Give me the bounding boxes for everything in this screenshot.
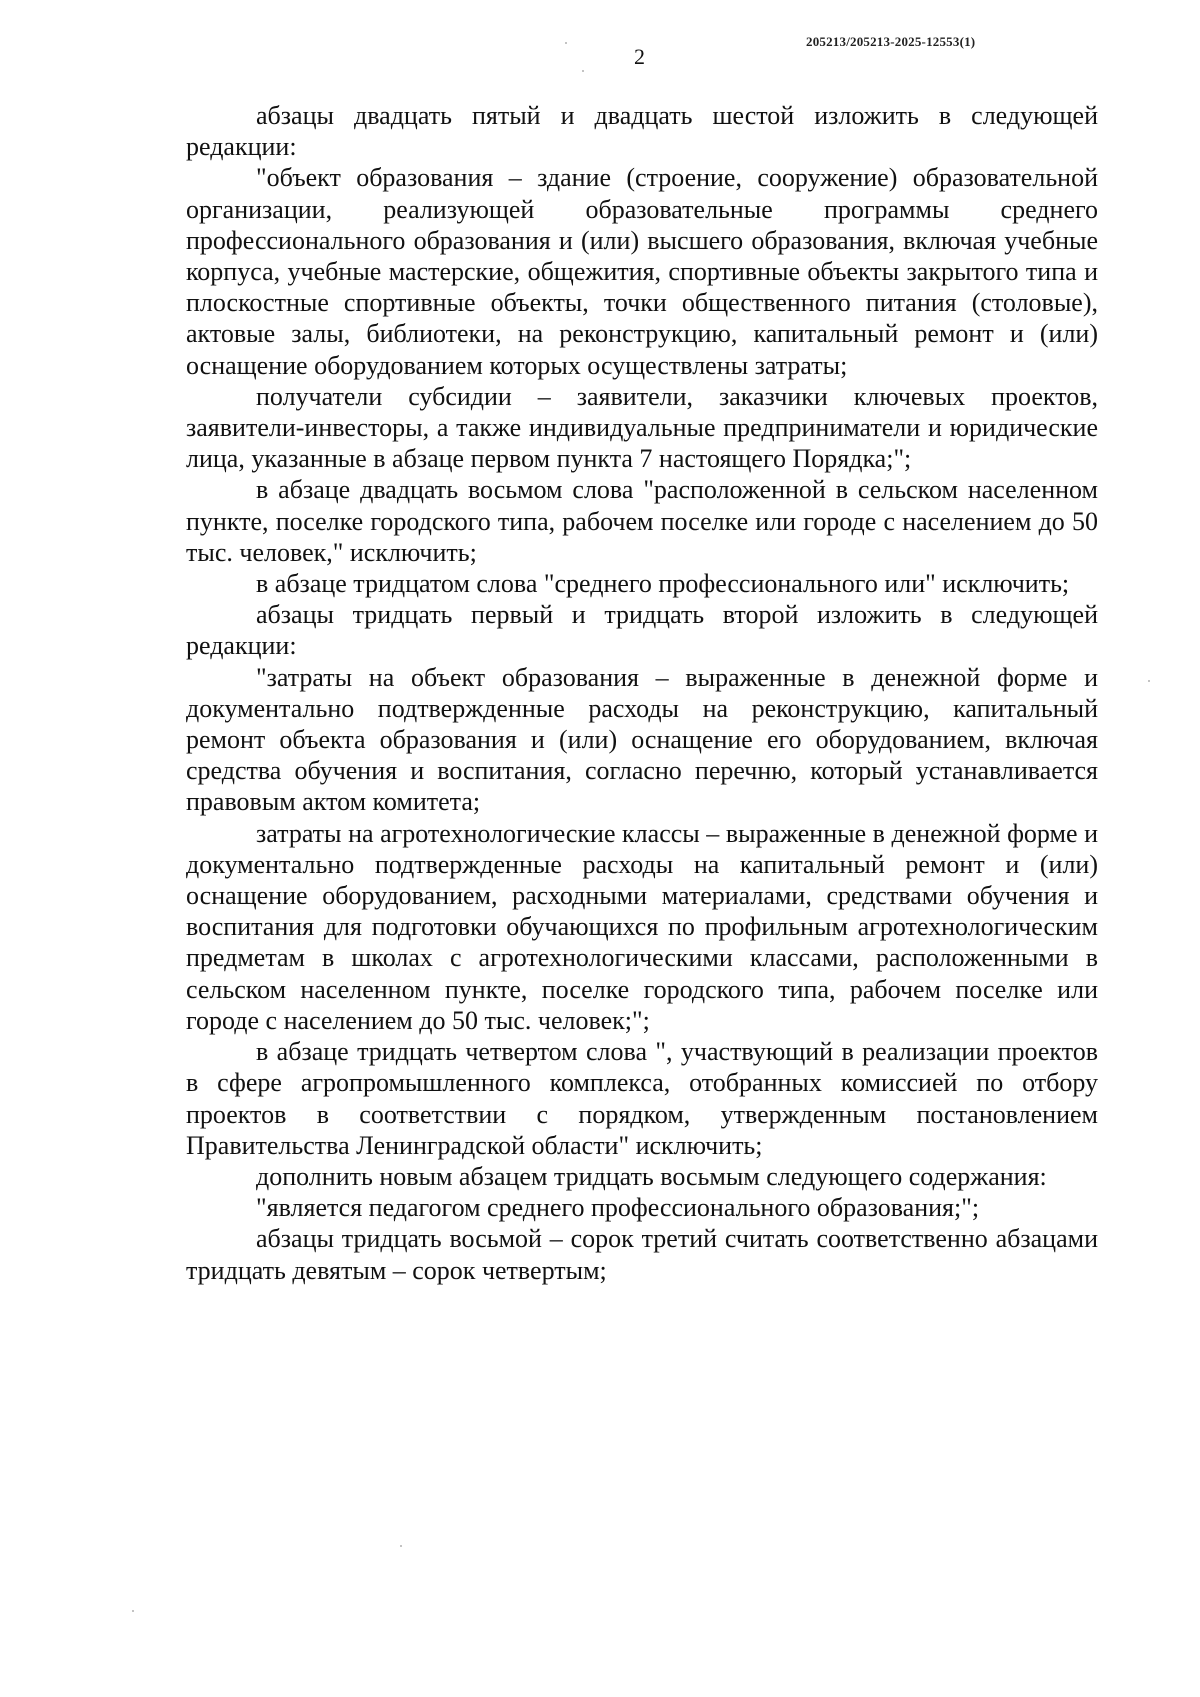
- scan-speck: [400, 1545, 402, 1547]
- paragraph: абзацы тридцать восьмой – сорок третий считать соответственно абзацами тридцать девятым – сорок четвертым;: [186, 1224, 1098, 1285]
- scan-speck: [582, 70, 584, 72]
- paragraph: "затраты на объект образования – выраженные в денежной форме и документально подтвержденные расходы на реконструкцию, капитальный ремонт объекта образования и (или) оснащение его оборудованием, включая средства обучения и воспитания, согласно перечню, который устанавливается правовым актом комитета;: [186, 662, 1098, 817]
- paragraph: "объект образования – здание (строение, сооружение) образовательной организации, реализующей образовательные программы среднего профессионального образования и (или) высшего образования, включая учебные корпуса, учебные мастерские, общежития, спортивные объекты закрытого типа и плоскостные спортивные объекты, точки общественного питания (столовые), актовые залы, библиотеки, на реконструкцию, капитальный ремонт и (или) оснащение оборудованием которых осуществлены затраты;: [186, 163, 1098, 380]
- paragraph: в абзаце тридцать четвертом слова ", участвующий в реализации проектов в сфере агропромышленного комплекса, отобранных комиссией по отбору проектов в соответствии с порядком, утвержденным постановлением Правительства Ленинградской области" исключить;: [186, 1037, 1098, 1160]
- paragraph: дополнить новым абзацем тридцать восьмым следующего содержания:: [256, 1161, 1047, 1191]
- paragraph: затраты на агротехнологические классы – выраженные в денежной форме и документально подтвержденные расходы на капитальный ремонт и (или) оснащение оборудованием, расходными материалами, средствами обучения и воспитания для подготовки обучающихся по профильным агротехнологическим предметам в школах с агротехнологическими классами, расположенными в сельском населенном пункте, поселке городского типа, рабочем поселке или городе с населением до 50 тыс. человек;";: [186, 818, 1098, 1035]
- page-number: 2: [634, 44, 645, 69]
- scan-speck: [565, 42, 567, 44]
- document-registration-number: 205213/205213-2025-12553(1): [806, 34, 976, 49]
- paragraph: абзацы двадцать пятый и двадцать шестой изложить в следующей редакции:: [186, 101, 1098, 162]
- scan-speck: [132, 1610, 134, 1612]
- paragraph: абзацы тридцать первый и тридцать второй изложить в следующей редакции:: [186, 600, 1098, 661]
- scan-speck: [1148, 680, 1150, 682]
- paragraph: "является педагогом среднего профессионального образования;";: [256, 1193, 980, 1223]
- paragraph: получатели субсидии – заявители, заказчики ключевых проектов, заявители-инвесторы, а также индивидуальные предприниматели и юридические лица, указанные в абзаце первом пункта 7 настоящего Порядка;";: [186, 381, 1098, 474]
- paragraph: в абзаце тридцатом слова "среднего профессионального или" исключить;: [256, 569, 1070, 599]
- paragraph: в абзаце двадцать восьмом слова "расположенной в сельском населенном пункте, поселке городского типа, рабочем поселке или городе с населением до 50 тыс. человек," исключить;: [186, 475, 1098, 567]
- document-body: [186, 100, 1098, 1286]
